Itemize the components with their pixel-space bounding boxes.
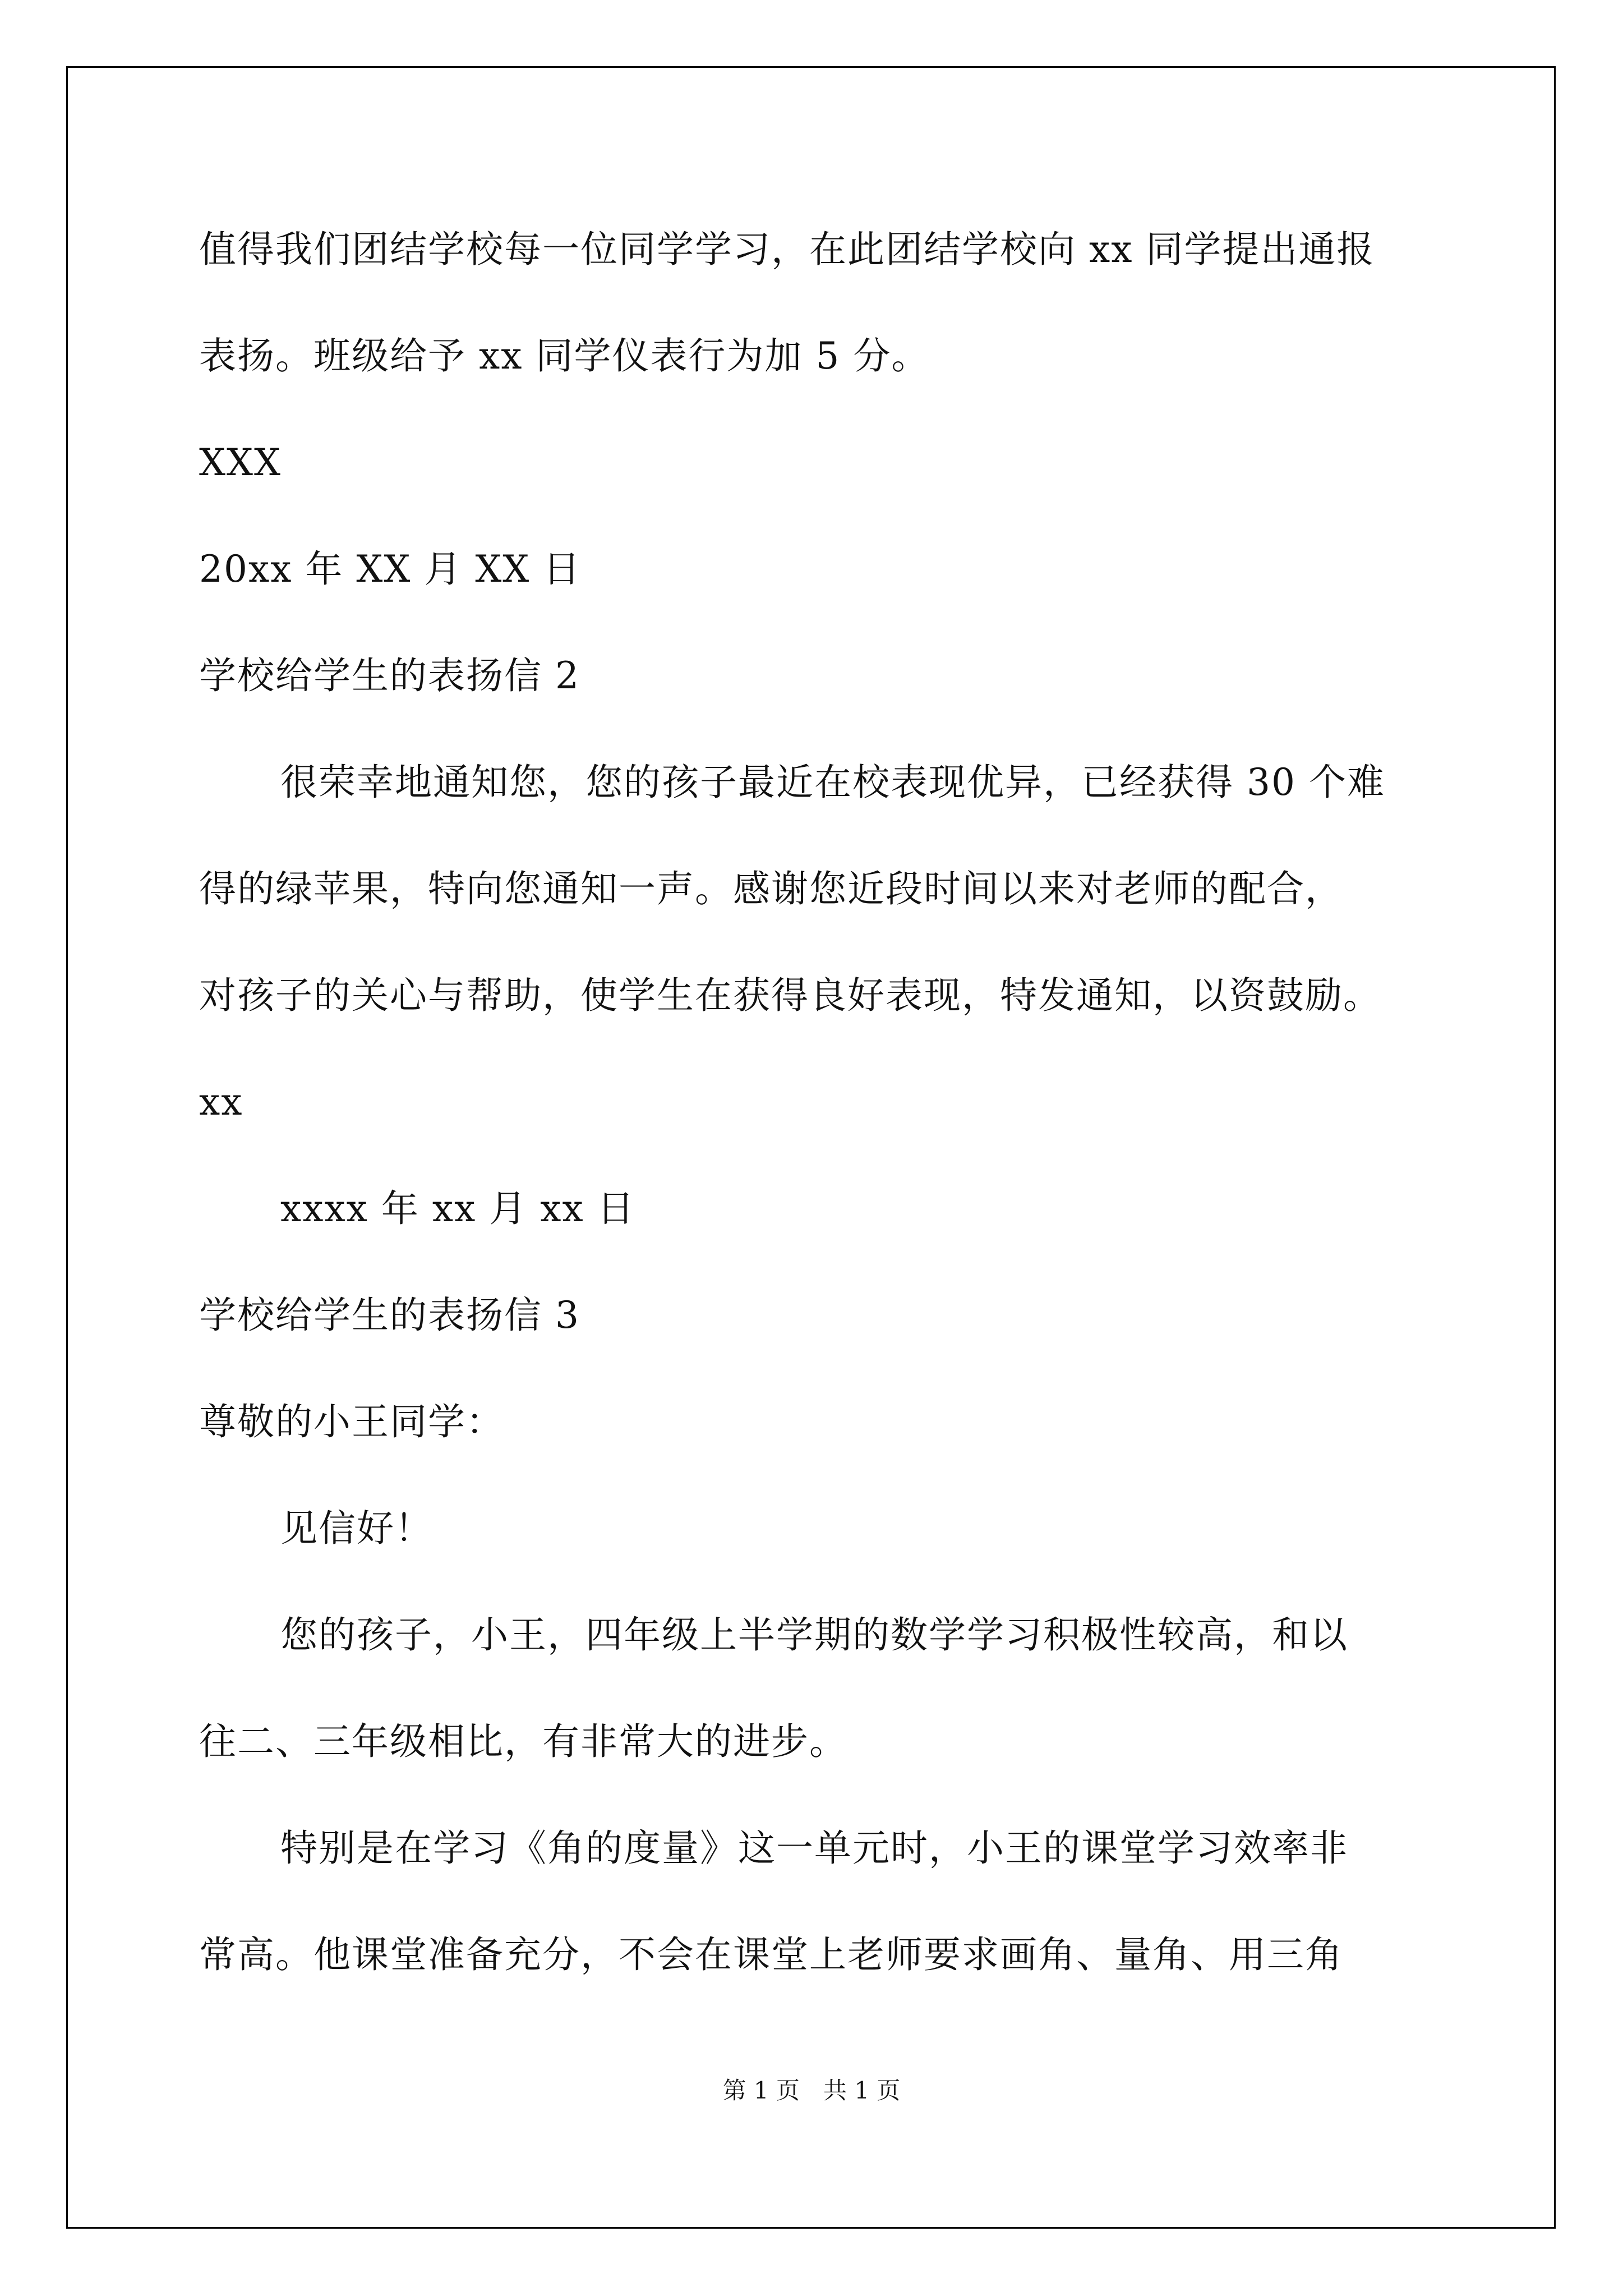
page-border bbox=[66, 66, 1556, 2229]
section-heading: 学校给学生的表扬信 3 bbox=[199, 1294, 580, 1337]
body-line: 表扬。班级给予 xx 同学仪表行为加 5 分。 bbox=[199, 334, 930, 378]
body-line: 往二、三年级相比，有非常大的进步。 bbox=[199, 1720, 847, 1763]
body-line: 您的孩子，小王，四年级上半学期的数学学习积极性较高，和以 bbox=[280, 1613, 1348, 1657]
body-line: 对孩子的关心与帮助，使学生在获得良好表现，特发通知，以资鼓励。 bbox=[199, 974, 1381, 1017]
body-line: 得的绿苹果，特向您通知一声。感谢您近段时间以来对老师的配合， bbox=[199, 867, 1343, 910]
body-line: 常高。他课堂准备充分，不会在课堂上老师要求画角、量角、用三角 bbox=[199, 1933, 1343, 1976]
greeting-line: 见信好！ bbox=[280, 1507, 433, 1550]
section-heading: 学校给学生的表扬信 2 bbox=[199, 654, 580, 697]
signature-line: XXX bbox=[199, 441, 282, 484]
body-line: 很荣幸地通知您，您的孩子最近在校表现优异，已经获得 30 个难 bbox=[280, 761, 1385, 804]
salutation-line: 尊敬的小王同学： bbox=[199, 1400, 504, 1443]
page-number-footer: 第 1 页 共 1 页 bbox=[722, 2077, 901, 2104]
date-line: xxxx 年 xx 月 xx 日 bbox=[280, 1187, 635, 1230]
body-line: 值得我们团结学校每一位同学学习，在此团结学校向 xx 同学提出通报 bbox=[199, 228, 1375, 271]
date-line: 20xx 年 XX 月 XX 日 bbox=[199, 547, 582, 591]
body-line: 特别是在学习《角的度量》这一单元时，小王的课堂学习效率非 bbox=[280, 1826, 1348, 1870]
signature-line: xx bbox=[199, 1080, 243, 1124]
